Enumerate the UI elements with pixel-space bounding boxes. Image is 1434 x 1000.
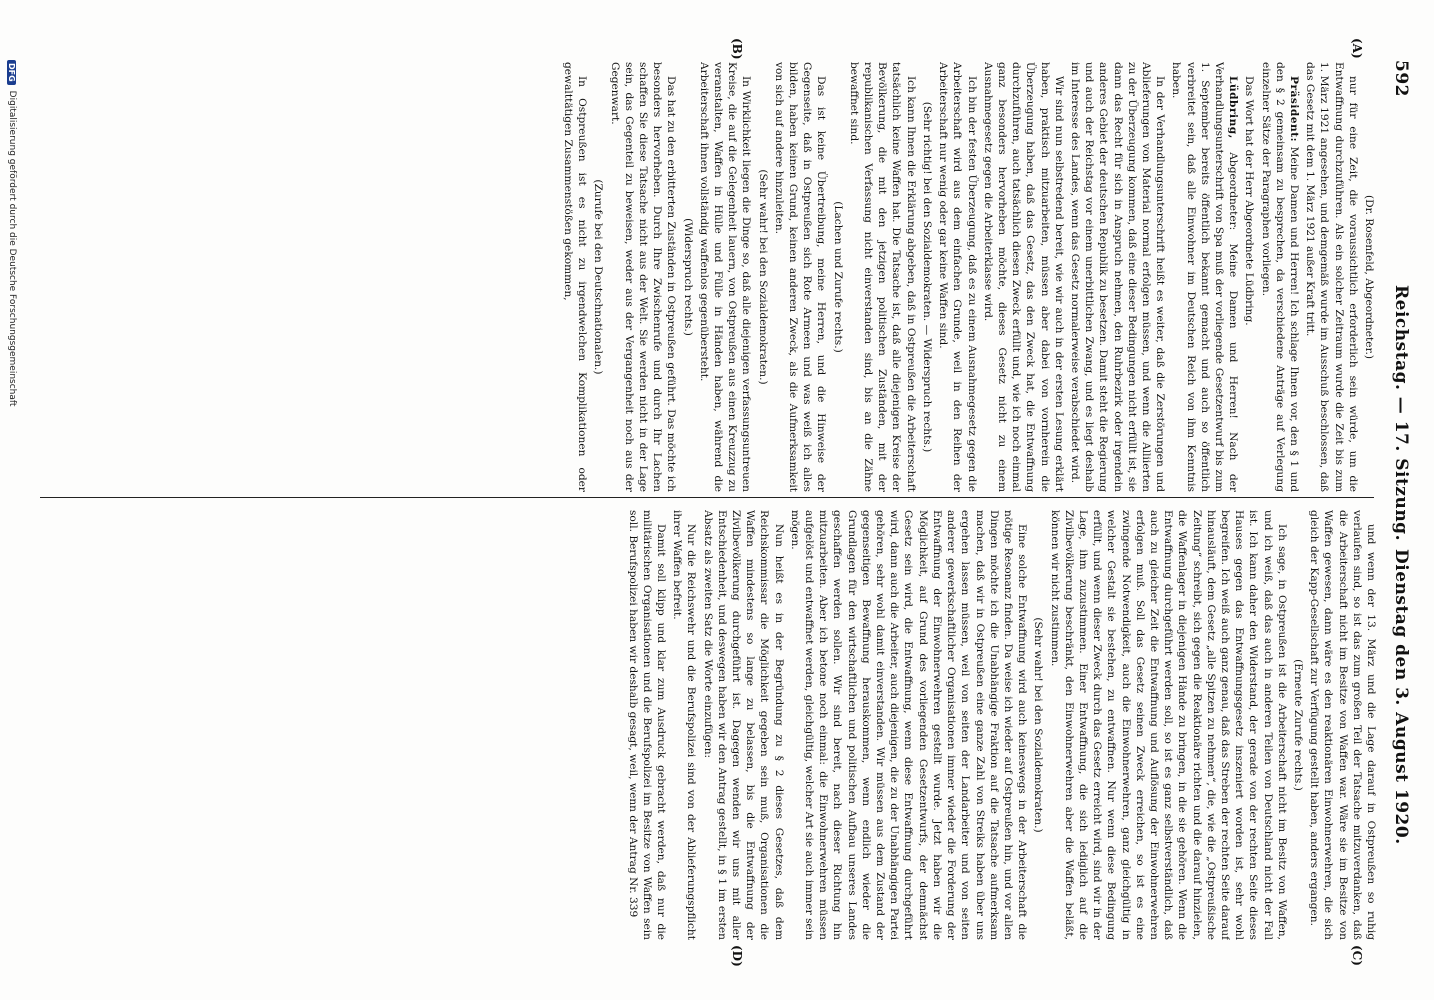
footer-credit: Digitalisierung gefördert durch die Deutsche Forschungsgemeinschaft <box>7 90 17 407</box>
dfg-logo: DFG <box>8 60 17 85</box>
text-paragraph: In der Verhandlungsunterschrift heißt es weiter, daß die Zerstörungen und Ablieferungen von Material normal erfolgen müssen, und wenn die Alliierten zu der Überzeugung kommen, daß eine dieser Bedingungen nicht erfüllt ist, sie dann das Recht für sich in Anspruch nehmen, den Ruhrbezirk oder irgendein anderes Gebiet der deutschen Republik zu besetzen. Damit steht die Regierung und auch der Reichstag vor einem unerbittlichen Zwang, und es liegt deshalb im Interesse des Landes, wenn das Gesetz normalerweise verabschiedet wird. <box>1068 62 1167 492</box>
margin-marker-b: (B) <box>730 38 744 60</box>
interjection: (Sehr wahr! bei den Sozialdemokraten.) <box>1032 617 1045 833</box>
margin-marker-a: (A) <box>1350 38 1364 59</box>
interjection: (Lachen und Zurufe rechts.) <box>831 201 844 353</box>
right-text-column <box>30 510 1378 940</box>
text-paragraph: Das Wort hat der Herr Abgeordnete Lüdbring. <box>1243 76 1256 326</box>
text-paragraph: und wenn der 13. März und die Lage darauf in Ostpreußen so ruhig verlaufen sind, so ist das zum großen Teil der Tatsache mitzuverdanken, daß die Arbeiterschaft nicht im Besitze von Waffen war. Wäre sie im Besitze von Waffen gewesen, dann wäre es den reaktionären Einwohnerwehren, die sich gleich der Kapp-Gesellschaft zur Verfügung gestellt haben, anders ergangen. <box>1308 510 1377 940</box>
text-paragraph: Ich sage, in Ostpreußen ist die Arbeiterschaft nicht im Besitz von Waffen, und ich weiß, daß das auch in anderen Teilen von Deutschland nicht der Fall ist. Ich kann daher den Widerstand, der gerade von der rechten Seite dieses Hauses gegen das Entwaffnungsgesetz inszeniert worden ist, sehr wohl begreifen. Ich weiß auch ganz genau, daß das Streben der rechten Seite darauf hinausläuft, dem Gesetz „alle Spitzen zu nehmen“, die, wie die „Ostpreußische Zeitung“ schreibt, sich gegen die Reaktionäre richten und die darauf hinzielen, die Waffenlager in diejenigen Hände zu bringen, in die sie gehören. Wenn die Entwaffnung durchgeführt werden soll, so ist es ganz selbstverständlich, daß auch zu gleicher Zeit die Entwaffnung und Auflösung der Einwohnerwehren erfolgen muß. Soll das Gesetz seinen Zweck erreichen, so ist es eine zwingende Notwendigkeit, auch die Einwohnerwehren, ganz gleichgültig in welcher Gestalt sie bestehen, zu entwaffnen. Nur wenn diese Bedingung erfüllt, und wenn dieser Zweck durch das Gesetz erreicht wird, sind wir in der Lage, ihm zuzustimmen. Einer Entwaffnung, die sich lediglich auf die Zivilbevölkerung beschränkt, den Einwohnerwehren aber die Waffen beläßt, können wir nicht zustimmen. <box>1048 510 1288 940</box>
speaker-name: Präsident: <box>1287 76 1300 143</box>
text-paragraph: In Ostpreußen ist es nicht zu irgendwelchen Komplikationen oder gewalttätigen Zusammenstößen gekommen, <box>562 62 589 492</box>
page-number: 592 <box>1391 60 1411 97</box>
interjection: (Widerspruch rechts.) <box>681 218 694 336</box>
interjection: (Dr. Rosenfeld, Abgeordneter.) <box>1363 195 1375 359</box>
header-date: Dienstag den 3. August 1920. <box>1391 549 1411 845</box>
text-paragraph: nur für eine Zeit, die voraussichtlich erforderlich sein würde, um die Entwaffnung durchzuführen. Als ein solcher Zeitraum wurde die Zeit bis zum 1. März 1921 angesehen, und demgemäß wurde im Ausschuß beschlossen, daß das Gesetz mit dem 1. März 1921 außer Kraft tritt. <box>1304 62 1359 492</box>
text-paragraph: Wir sind nun selbstredend bereit, wie wir auch in der ersten Lesung erklärt haben, praktisch mitzuarbeiten, müssen aber dabei von vornherein die Überzeugung haben, daß das Gesetz, das den Zweck hat, die Entwaffnung durchzuführen, auch tatsächlich diesen Zweck erfüllt und, wie ich noch einmal ganz besonders hervorheben möchte, dieses Gesetz nicht zu einem Ausnahmegesetz gegen die Arbeiterklasse wird. <box>981 62 1065 492</box>
interjection: (Sehr richtig! bei den Sozialdemokraten. — Widerspruch rechts.) <box>920 101 933 453</box>
left-text-column <box>30 62 1378 492</box>
text-paragraph: Ich bin der festen Überzeugung, daß es zu einem Ausnahmegesetz gegen die Arbeiterschaft wird aus dem einfachen Grunde, weil in den Reihen der Arbeiterschaft nur wenig oder gar keine Waffen sind. <box>937 62 978 492</box>
page-header <box>1386 60 1416 960</box>
text-paragraph: Ich kann Ihnen die Erklärung abgeben, daß in Ostpreußen die Arbeiterschaft tatsächlich keine Waffen hat. Die Tatsache ist, daß alle diejenigen Kreise der Bevölkerung, die mit den jetzigen politischen Zuständen, mit der republikanischen Verfassung nicht einverstanden sind, bis an die Zähne bewaffnet sind. <box>847 62 917 492</box>
speech-paragraph <box>1258 62 1301 492</box>
column-divider <box>40 497 1374 498</box>
text-paragraph: Nun heißt es in der Begründung zu § 2 dieses Gesetzes, daß dem Reichskommissar die Möglichkeit gegeben sein muß, Organisationen die Waffen mindestens so lange zu belassen, bis die Entwaffnung der Zivilbevölkerung durchgeführt ist. Dagegen wenden wir uns mit aller Entschiedenheit, und deswegen haben wir den Antrag gestellt, in § 1 im ersten Absatz als zweiten Satz die Worte einzufügen: <box>701 510 785 940</box>
text-paragraph: Damit soll klipp und klar zum Ausdruck gebracht werden, daß nur die militärischen Organisationen und die Berufspolizei im Besitze von Waffen sein soll. Berufspolizei haben wir deshalb gesagt, weil, wenn der Antrag Nr. 339 <box>626 510 668 940</box>
speech-text: Abgeordneter: Meine Damen und Herren! Nach der Verhandlungsunterschrift von Spa muß der vorliegende Gesetzentwurf bis zum 1. September bereits öffentlich bekannt gemacht und auch so öffentlich verbreitet sein, daß alle Einwohner im Deutschen Reich von ihm Kenntnis haben. <box>1170 62 1240 492</box>
margin-marker-c: (C) <box>1350 945 1364 966</box>
text-paragraph: Das hat zu den erbitterten Zuständen in Ostpreußen geführt. Das möchte ich besonders hervorheben. Durch Ihre Zwischenrufe und durch Ihr Lachen schaffen Sie diese Tatsache nicht aus der Welt. Sie werden nicht in der Lage sein, das Gegenteil zu beweisen, weder aus der Vergangenheit noch aus der Gegenwart. <box>608 62 678 492</box>
interjection: (Erneute Zurufe rechts.) <box>1291 659 1304 791</box>
margin-marker-d: (D) <box>730 945 744 967</box>
speech-paragraph <box>1169 62 1240 492</box>
header-session: Reichstag. — 17. Sitzung. <box>1391 285 1411 541</box>
text-paragraph: In Wirklichkeit liegen die Dinge so, daß alle diejenigen verfassungsuntreuen Kreise, die auf die Gelegenheit lauern, von Ostpreußen aus einen Kreuzzug zu veranstalten, Waffen in Hülle und Fülle in Händen haben, während die Arbeiterschaft ihnen vollständig waffenlos gegenübersteht. <box>697 62 753 492</box>
text-paragraph: Eine solche Entwaffnung wird auch keineswegs in der Arbeiterschaft die nötige Resonanz finden. Da weise ich wieder auf Ostpreußen hin, und vor allen Dingen möchte ich die Unabhängige Fraktion auf die Tatsache aufmerksam machen, daß wir in Ostpreußen eine ganze Zahl von Streiks haben über uns ergehen lassen müssen, weil von seiten der Landarbeiter und von seiten anderer gewerkschaftlicher Organisationen immer wieder die Forderung der Entwaffnung der Einwohnerwehren gestellt wurde. Jetzt haben wir die Möglichkeit, auf Grund des vorliegenden Gesetzentwurfs, der demnächst Gesetz sein wird, die Entwaffnung, wenn diese Entwaffnung durchgeführt wird, dann auch die Arbeiter, auch diejenigen, die zu der Unabhängigen Partei gehören, sehr wohl damit einverstanden. Wir müssen aus dem Zustand der gegenseitigen Bewaffnung herauskommen, wenn endlich wieder die Grundlagen für den wirtschaftlichen und politischen Aufbau unseres Landes geschaffen werden sollen. Wir sind bereit, nach dieser Richtung hin mitzuarbeiten. Aber ich betone noch einmal: die Einwohnerwehren müssen aufgelöst und entwaffnet werden, gleichgültig, welcher Art sie auch immer sein mögen. <box>788 510 1029 940</box>
page-footer <box>4 60 20 940</box>
text-paragraph: Nur die Reichswehr und die Berufspolizei sind von der Ablieferungspflicht ihrer Waffen befreit. <box>671 510 698 940</box>
text-paragraph: Das ist keine Übertreibung, meine Herren, und die Hinweise der Gegenseite, daß in Ostpreußen sich Rote Armeen und was weiß ich alles bilden, haben keinen Grund, keinen anderen Zweck, als die Aufmerksamkeit von sich auf andere hinzuleiten. <box>772 62 828 492</box>
interjection: (Sehr wahr! bei den Sozialdemokraten.) <box>756 169 769 385</box>
speech-text: Meine Damen und Herren! Ich schlage Ihnen vor, den § 1 und den § 2 gemeinsam zu besprechen, da verschiedene Anträge auf Verlegung einzelner Sätze der Paragraphen vorliegen. <box>1259 62 1300 492</box>
speaker-name: Lüdbring, <box>1227 76 1240 139</box>
interjection: (Zurufe bei den Deutschnationalen.) <box>592 179 605 375</box>
